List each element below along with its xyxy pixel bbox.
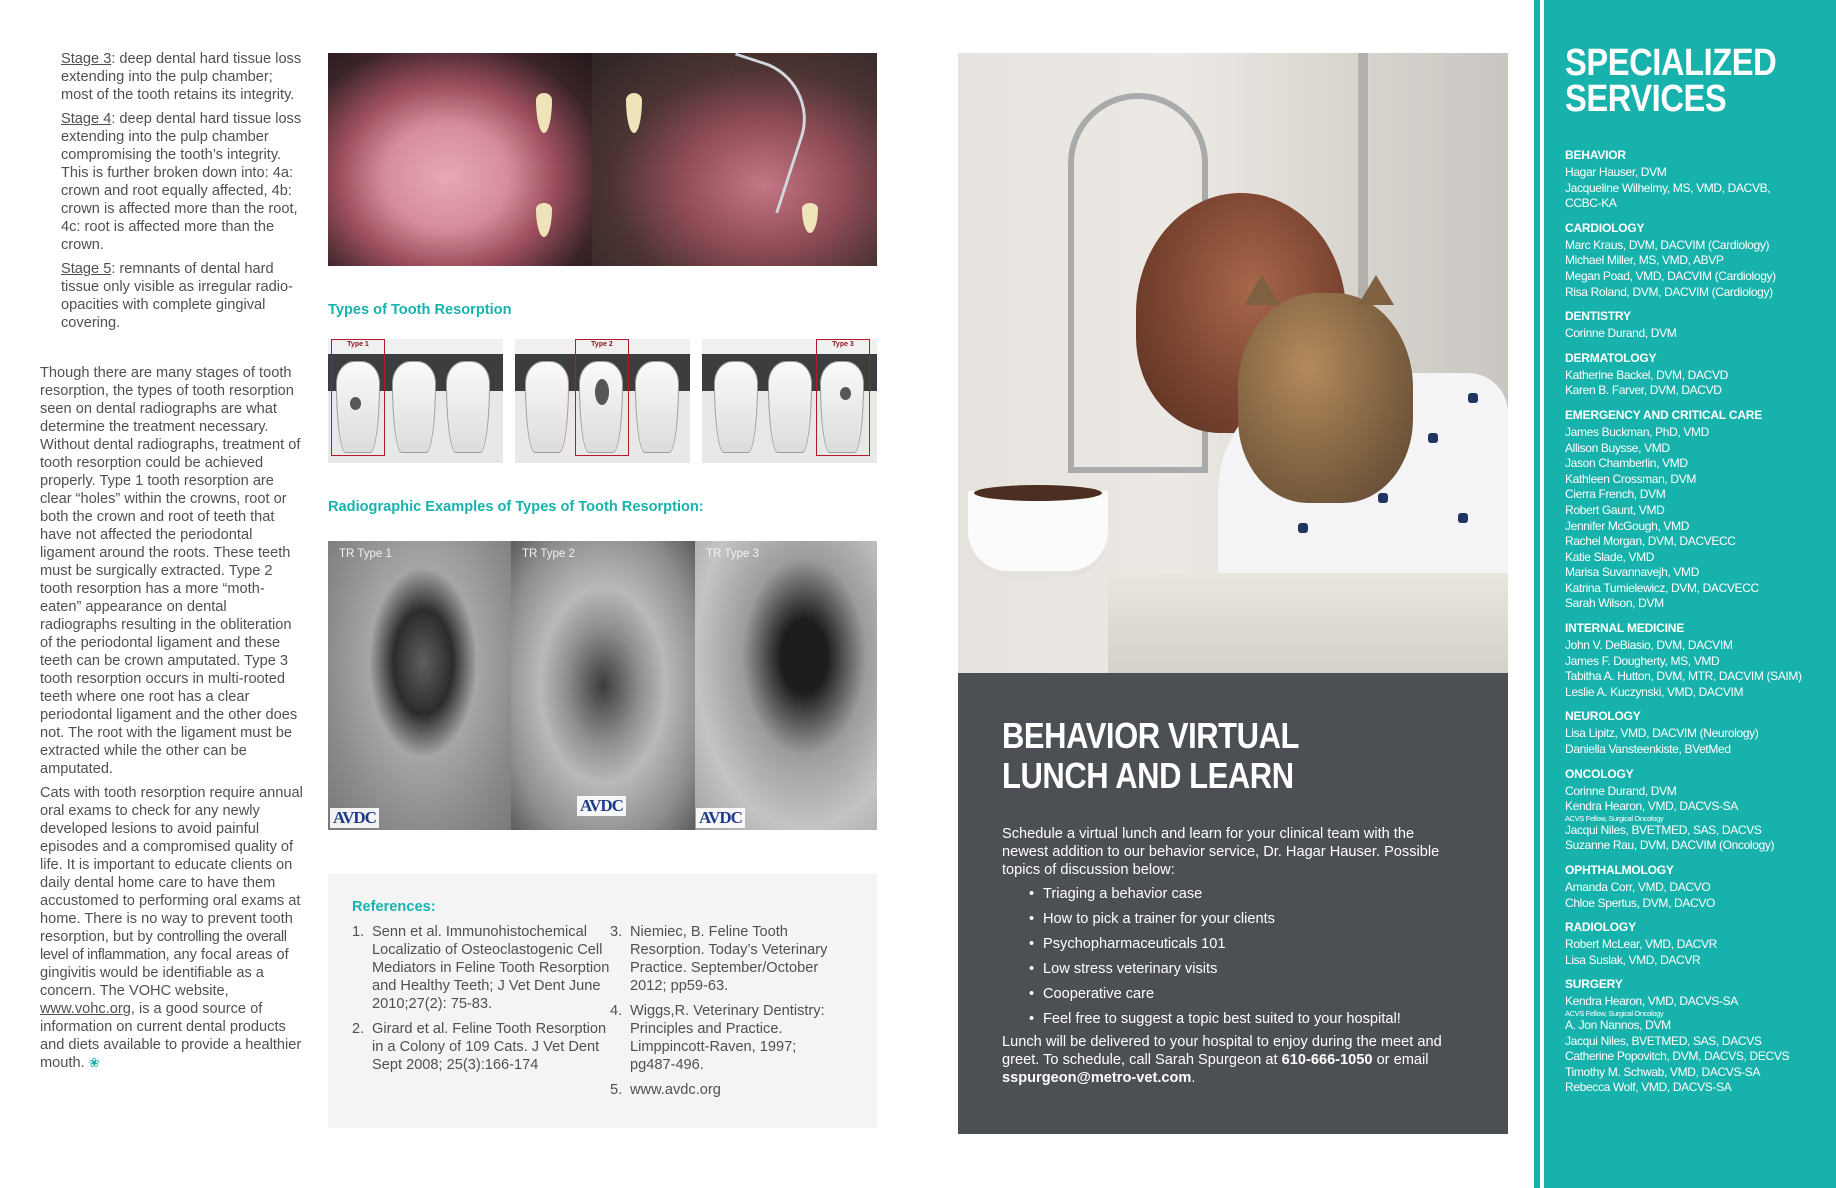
avdc-link[interactable]: www.avdc.org <box>630 1082 721 1098</box>
radiograph-type-2: TR Type 2 AVDC <box>511 541 695 830</box>
blanket <box>1108 573 1508 673</box>
promo-intro: Schedule a virtual lunch and learn for your clinical team with the newest addition to our behavior service, Dr. Hagar Hauser. Possible topics of discussion below: <box>1002 826 1440 878</box>
service-heading: BEHAVIOR <box>1565 148 1626 162</box>
service-heading: SURGERY <box>1565 977 1623 992</box>
service-doctor: Suzanne Rau, DVM, DACVIM (Oncology) <box>1565 838 1775 853</box>
avdc-logo: AVDC <box>330 808 379 828</box>
stage-5: Stage 5: remnants of dental hard tissue only visible as irregular radio-opacities with complete gingival covering. <box>61 261 293 331</box>
sidebar-title: SPECIALIZED SERVICES <box>1565 42 1777 120</box>
service-heading: RADIOLOGY <box>1565 920 1636 935</box>
service-doctor: Jason Chamberlin, VMD <box>1565 456 1688 471</box>
reference-item: 3. Niemiec, B. Feline Tooth Resorption. Today’s Veterinary Practice. September/October 2012; pp59-63. <box>610 924 828 994</box>
reference-item: 2. Girard et al. Feline Tooth Resorption in a Colony of 109 Cats. J Vet Dent Sept 2008; 25(3):166-174 <box>352 1021 607 1073</box>
service-doctor: Rachel Morgan, DVM, DACVECC <box>1565 534 1736 549</box>
service-doctor: Katrina Tumielewicz, DVM, DACVECC <box>1565 580 1759 595</box>
dental-probe-photo <box>592 53 877 266</box>
dental-probe <box>693 53 822 213</box>
service-section <box>1565 407 1836 612</box>
phone-number[interactable]: 610-666-1050 <box>1281 1052 1373 1068</box>
service-doctor: Chloe Spertus, DVM, DACVO <box>1565 895 1715 910</box>
reference-item: 1. Senn et al. Immunohistochemical Localizatio of Osteoclastogenic Cell Mediators in Feline Tooth Resorption and Healthy Teeth; J Vet Dent June 2010;27(2): 75-83. <box>352 924 610 1012</box>
tooth-illustration <box>392 361 436 453</box>
service-doctor: Allison Buysse, VMD <box>1565 440 1670 455</box>
references-list-right <box>610 923 837 1099</box>
service-doctor: Kendra Hearon, VMD, DACVS-SA <box>1565 994 1738 1009</box>
service-doctor: Jacqueline Wilhelmy, MS, VMD, DACVB, <box>1565 180 1771 195</box>
sidebar-edge <box>1534 0 1540 1188</box>
promo-title: BEHAVIOR VIRTUAL LUNCH AND LEARN <box>1002 715 1299 796</box>
service-section <box>1565 350 1836 399</box>
tooth-illustration <box>635 361 679 453</box>
service-doctor: Lisa Suslak, VMD, DACVR <box>1565 952 1701 967</box>
service-section <box>1565 220 1836 300</box>
service-heading: INTERNAL MEDICINE <box>1565 621 1685 636</box>
molar-tooth <box>802 203 818 233</box>
service-heading: DERMATOLOGY <box>1565 350 1657 365</box>
service-doctor: Jacqui Niles, BVETMED, SAS, DACVS <box>1565 822 1762 837</box>
email-link[interactable]: sspurgeon@metro-vet.com <box>1002 1070 1192 1086</box>
service-doctor: Jennifer McGough, VMD <box>1565 518 1690 533</box>
services-list <box>1565 147 1836 1096</box>
service-section <box>1565 862 1836 911</box>
service-doctor: Amanda Corr, VMD, DACVO <box>1565 880 1711 894</box>
service-heading: EMERGENCY AND CRITICAL CARE <box>1565 407 1763 422</box>
service-doctor: Michael Miller, MS, VMD, ABVP <box>1565 253 1724 268</box>
service-doctor: John V. DeBiasio, DVM, DACVIM <box>1565 638 1733 653</box>
service-heading: NEUROLOGY <box>1565 709 1641 724</box>
stage-3: Stage 3: deep dental hard tissue loss extending into the pulp chamber; most of the tooth retains its integrity. <box>61 51 302 103</box>
girl-with-cat-photo <box>958 53 1508 673</box>
service-doctor: Corinne Durand, DVM <box>1565 783 1677 798</box>
service-heading: DENTISTRY <box>1565 309 1631 324</box>
vohc-link[interactable]: www.vohc.org <box>40 1001 131 1017</box>
service-doctor: Karen B. Farver, DVM, DACVD <box>1565 383 1722 398</box>
cat-mouth-photo <box>328 53 592 266</box>
service-section <box>1565 919 1836 968</box>
service-doctor: Kendra Hearon, VMD, DACVS-SA <box>1565 799 1738 814</box>
topic-item: • Feel free to suggest a topic best suited to your hospital! <box>1029 1007 1464 1032</box>
radiograph-type-3: TR Type 3 AVDC <box>695 541 877 830</box>
service-doctor: Risa Roland, DVM, DACVIM (Cardiology) <box>1565 284 1773 299</box>
canine-tooth <box>536 93 552 133</box>
references-title: References: <box>352 899 436 915</box>
topic-item: • Psychopharmaceuticals 101 <box>1029 932 1464 957</box>
coffee-cup <box>968 491 1108 571</box>
service-heading: ONCOLOGY <box>1565 766 1634 781</box>
references-box <box>328 874 877 1128</box>
avdc-logo: AVDC <box>696 808 745 828</box>
service-doctor: Cierra French, DVM <box>1565 487 1666 502</box>
service-doctor: Timothy M. Schwab, VMD, DACVS-SA <box>1565 1064 1761 1079</box>
radiographic-title: Radiographic Examples of Types of Tooth Resorption: <box>328 499 704 515</box>
service-doctor: Corinne Durand, DVM <box>1565 326 1677 341</box>
highlight-box <box>816 339 870 456</box>
service-doctor: Rebecca Wolf, VMD, DACVS-SA <box>1565 1080 1732 1095</box>
service-doctor: Katie Slade, VMD <box>1565 549 1655 564</box>
service-doctor: James Buckman, PhD, VMD <box>1565 424 1709 439</box>
figures-column <box>328 53 878 1128</box>
service-doctor: Robert McLear, VMD, DACVR <box>1565 937 1717 952</box>
service-doctor: Kathleen Crossman, DVM <box>1565 471 1697 486</box>
service-heading: CARDIOLOGY <box>1565 220 1645 235</box>
service-section <box>1565 766 1836 854</box>
service-doctor: ACVS Fellow, Surgical Oncology <box>1565 1008 1664 1018</box>
service-section <box>1565 308 1836 342</box>
service-doctor: James F. Dougherty, MS, VMD <box>1565 653 1720 668</box>
type-2-diagram: Type 2 <box>515 339 690 463</box>
service-doctor: Leslie A. Kuczynski, VMD, DACVIM <box>1565 684 1744 699</box>
topic-item: • Cooperative care <box>1029 982 1464 1007</box>
service-doctor: ACVS Fellow, Surgical Oncology <box>1565 813 1664 823</box>
service-doctor: CCBC-KA <box>1565 196 1617 211</box>
service-doctor: Daniella Vansteenkiste, BVetMed <box>1565 742 1731 757</box>
service-doctor: Robert Gaunt, VMD <box>1565 502 1665 517</box>
service-doctor: Katherine Backel, DVM, DACVD <box>1565 367 1728 382</box>
canine-tooth <box>626 93 642 133</box>
service-doctor: Catherine Popovitch, DVM, DACVS, DECVS <box>1565 1049 1790 1064</box>
tooth-illustration <box>446 361 490 453</box>
highlight-box <box>575 339 629 456</box>
service-doctor: Sarah Wilson, DVM <box>1565 596 1664 611</box>
promo-outro: Lunch will be delivered to your hospital to enjoy during the meet and greet. To schedule, call Sarah Spurgeon at 610-666-1050 or email sspurgeon@metro-vet.com. <box>1002 1034 1442 1086</box>
tooth-illustration <box>768 361 812 453</box>
topic-item: • How to pick a trainer for your clients <box>1029 907 1464 932</box>
topic-item: • Triaging a behavior case <box>1029 882 1464 907</box>
stage-list <box>40 50 304 332</box>
types-title: Types of Tooth Resorption <box>328 302 512 318</box>
avdc-logo: AVDC <box>577 796 626 816</box>
reference-item: 4. Wiggs,R. Veterinary Dentistry: Principles and Practice. Limppincott-Raven, 1997; pg487-496. <box>610 1003 825 1073</box>
references-list-left <box>352 923 610 1074</box>
paw-icon: ❀ <box>88 1055 100 1070</box>
service-doctor: Megan Poad, VMD, DACVIM (Cardiology) <box>1565 268 1776 283</box>
tooth-illustration <box>525 361 569 453</box>
service-doctor: Marc Kraus, DVM, DACVIM (Cardiology) <box>1565 237 1770 252</box>
body-text-column <box>40 50 304 1072</box>
cat <box>1238 293 1413 503</box>
service-doctor: Jacqui Niles, BVETMED, SAS, DACVS <box>1565 1033 1762 1048</box>
home-care-paragraph: Cats with tooth resorption require annual oral exams to check for any newly developed lesions to avoid painful episodes and a compromised quality of life. It is important to educate clients on daily dental home care to have them accustomed to performing oral exams at home. There is no way to prevent tooth resorption, but by controlling the overall level of inflammation, any focal areas of gingivitis would be identifiable as a concern. The VOHC website, www.vohc.org, is a good source of information on current dental products and diets available to provide a healthier mouth. ❀ <box>40 785 303 1071</box>
type-1-diagram: Type 1 <box>328 339 503 463</box>
reference-item: 5. www.avdc.org <box>610 1082 721 1098</box>
service-heading: OPHTHALMOLOGY <box>1565 863 1674 877</box>
service-doctor: Tabitha A. Hutton, DVM, MTR, DACVIM (SAIM) <box>1565 669 1802 684</box>
service-section <box>1565 147 1836 212</box>
specialized-services-sidebar <box>1544 0 1836 1188</box>
stage-4: Stage 4: deep dental hard tissue loss extending into the pulp chamber compromising the tooth’s integrity. This is further broken down into: 4a: crown and root equally affected, 4b: crown is affected more than the root, 4c: root is affected more than the crown. <box>61 111 302 253</box>
service-doctor: A. Jon Nannos, DVM <box>1565 1017 1671 1032</box>
radiograph-type-1: TR Type 1 AVDC <box>328 541 511 830</box>
service-doctor: Hagar Hauser, DVM <box>1565 165 1667 179</box>
types-diagrams <box>328 339 877 463</box>
service-section <box>1565 976 1836 1096</box>
type-3-diagram: Type 3 <box>702 339 877 463</box>
radiograph-examples <box>328 541 877 830</box>
topic-item: • Low stress veterinary visits <box>1029 957 1464 982</box>
lunch-and-learn-box <box>958 673 1508 1134</box>
tooth-illustration <box>714 361 758 453</box>
service-section <box>1565 708 1836 757</box>
types-paragraph: Though there are many stages of tooth resorption, the types of tooth resorption seen on dental radiographs are what determine the treatment necessary. Without dental radiographs, treatment of tooth resorption could be achieved properly. Type 1 tooth resorption are clear “holes” within the crowns, root or both the crown and root of teeth that have not affected the periodontal ligament around the roots. These teeth must be surgically extracted. Type 2 tooth resorption has a more “moth-eaten” appearance on dental radiographs resulting in the obliteration of the periodontal ligament and these teeth can be crown amputated. Type 3 tooth resorption occurs in multi-rooted teeth where one root has a clear periodontal ligament and the other does not. The root with the ligament must be extracted while the other can be amputated. <box>40 365 301 777</box>
dental-photos <box>328 53 877 266</box>
service-doctor: Lisa Lipitz, VMD, DACVIM (Neurology) <box>1565 726 1759 741</box>
canine-tooth <box>536 203 552 237</box>
highlight-box <box>331 339 385 456</box>
service-section <box>1565 620 1836 700</box>
topic-list <box>1002 882 1464 1032</box>
service-doctor: Marisa Suvannavejh, VMD <box>1565 565 1700 580</box>
